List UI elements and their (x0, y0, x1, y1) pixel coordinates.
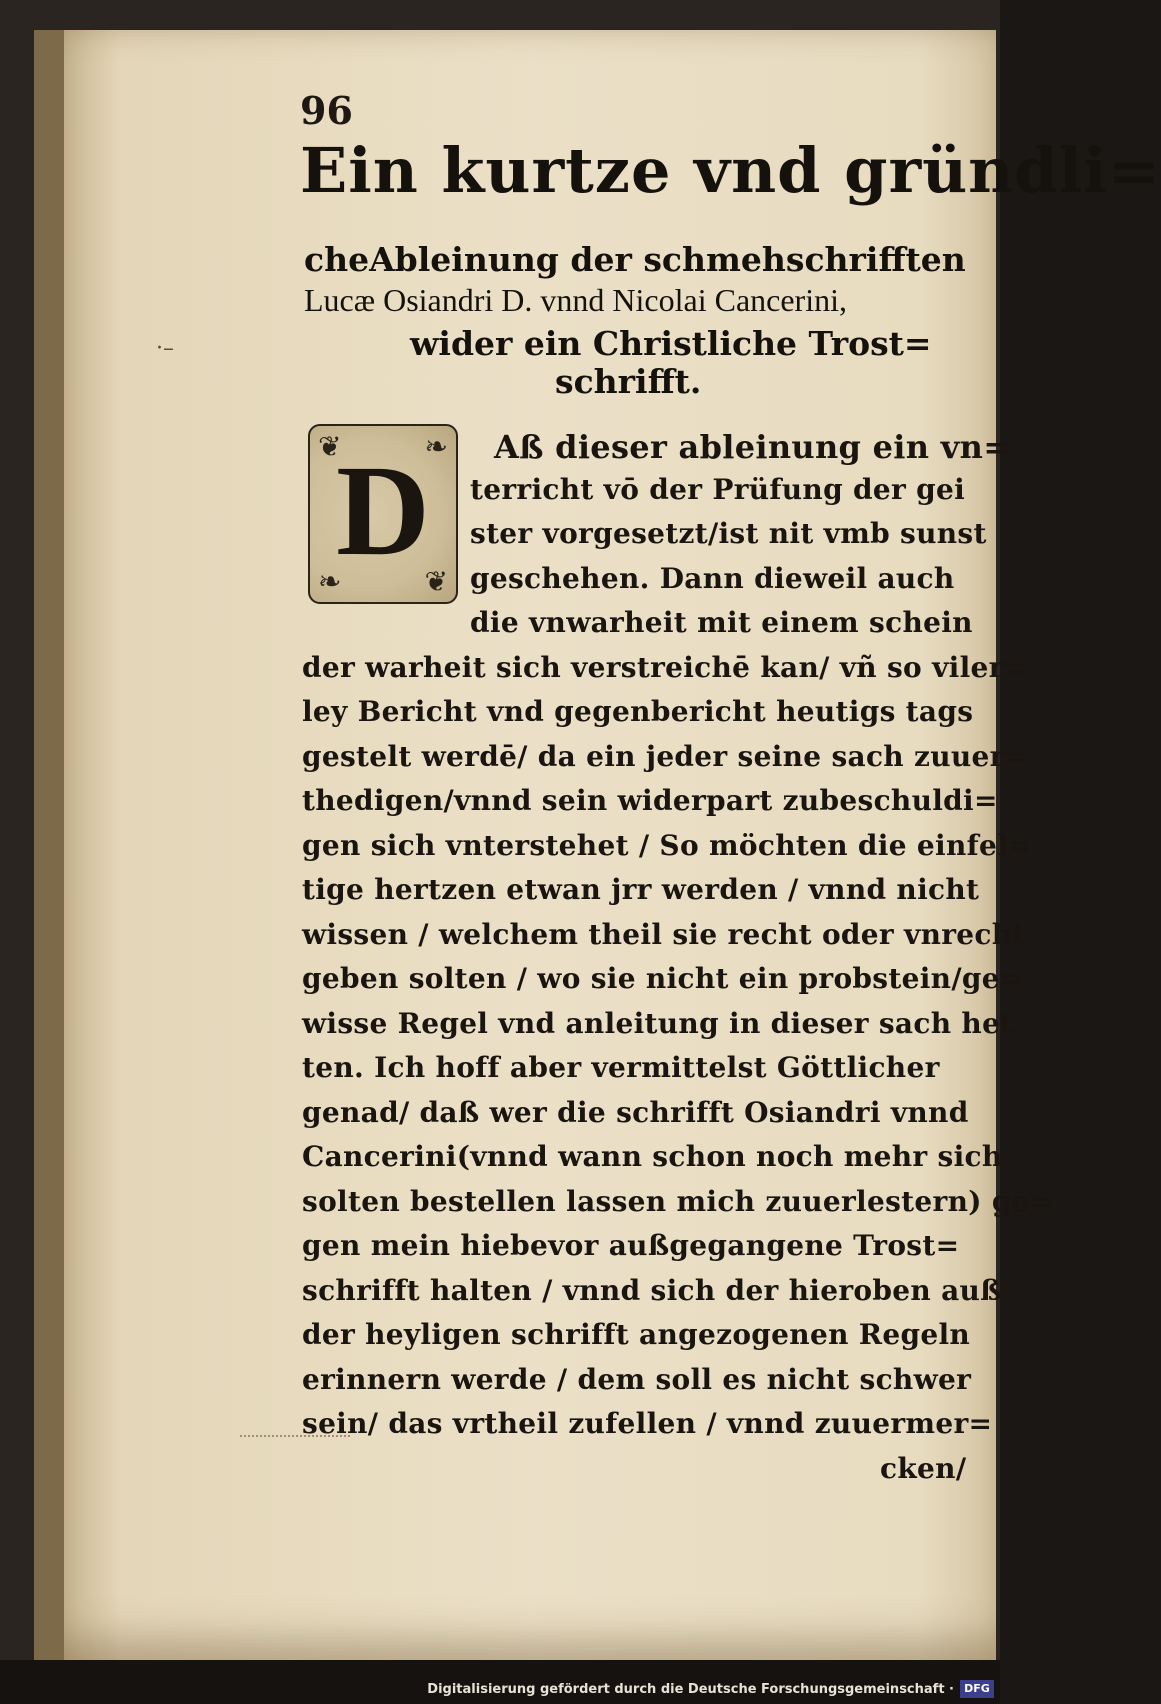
body-line: wisse Regel vnd anleitung in dieser sach het (302, 1006, 1014, 1040)
title-line-1: cheAbleinung der schmehschrifften (304, 240, 966, 279)
body-line: Aß dieser ableinung ein vn= (494, 428, 1011, 466)
body-line: Cancerini(vnnd wann schon noch mehr sich (302, 1140, 1003, 1173)
initial-letter: D (336, 439, 430, 583)
dfg-logo: DFG (960, 1680, 994, 1698)
body-line: gen sich vnterstehet / So möchten die einfel= (302, 828, 1032, 862)
body-line: der warheit sich verstreichē kan/ vñ so viler= (302, 650, 1028, 684)
body-line: geben solten / wo sie nicht ein probstein/ge= (302, 962, 1024, 995)
page-stain (240, 1435, 350, 1445)
body-line: cken/ (880, 1451, 967, 1485)
body-line: tige hertzen etwan jrr werden / vnnd nicht (302, 873, 980, 906)
title-line-3: wider ein Christliche Trost= (410, 324, 932, 363)
body-line: wissen / welchem theil sie recht oder vnrecht (302, 917, 1026, 951)
body-line: ten. Ich hoff aber vermittelst Göttlicher (302, 1051, 940, 1084)
body-line: ster vorgesetzt/ist nit vmb sunst (470, 517, 987, 550)
decorated-initial (308, 424, 458, 604)
body-line: geschehen. Dann dieweil auch (470, 561, 955, 595)
body-line: gestelt werdē/ da ein jeder seine sach zuuer= (302, 739, 1029, 773)
body-line: gen mein hiebevor außgegangene Trost= (302, 1229, 960, 1262)
body-line: solten bestellen lassen mich zuuerlestern) ge= (302, 1184, 1054, 1218)
ornament-icon: ❧ (424, 430, 448, 463)
margin-mark: ·– (156, 336, 174, 361)
body-line: ley Bericht vnd gegenbericht heutigs tags (302, 695, 974, 728)
body-line: erinnern werde / dem soll es nicht schwer (302, 1362, 972, 1396)
body-line: die vnwarheit mit einem schein (470, 606, 973, 639)
body-line: terricht vō der Prüfung der gei (470, 472, 966, 506)
footer-credit: Digitalisierung gefördert durch die Deutsche Forschungsgemeinschaft · (427, 1682, 954, 1697)
ornament-icon: ❧ (318, 565, 342, 598)
body-line: thedigen/vnnd sein widerpart zubeschuldi= (302, 784, 998, 817)
title-line-4: schrifft. (555, 362, 702, 401)
title-main: Ein kurtze vnd gründli= (300, 134, 1161, 207)
body-line: der heyligen schrifft angezogenen Regeln (302, 1318, 971, 1351)
body-line: sein/ das vrtheil zufellen / vnnd zuuermer= (302, 1407, 993, 1440)
title-line-2: Lucæ Osiandri D. vnnd Nicolai Cancerini, (304, 282, 847, 318)
page-number: 96 (300, 88, 353, 133)
body-line: schrifft halten / vnnd sich der hieroben auß (302, 1273, 1002, 1307)
body-line: genad/ daß wer die schrifft Osiandri vnnd (302, 1095, 969, 1129)
ornament-icon: ❦ (318, 430, 342, 463)
ornament-icon: ❦ (424, 565, 448, 598)
